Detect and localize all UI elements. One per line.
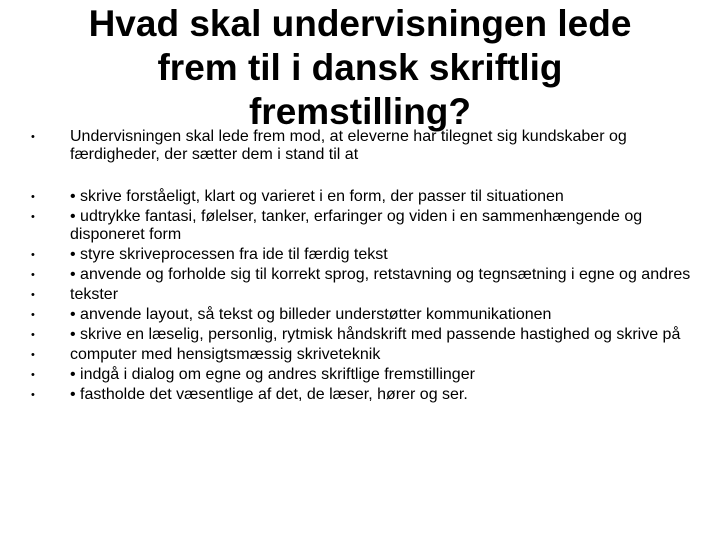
bullet-marker: • — [31, 249, 35, 261]
bullet-marker: • — [31, 269, 35, 281]
intro-text: Undervisningen skal lede frem mod, at eleverne har tilegnet sig kundskaber og færdigheder, der sætter dem i stand til at — [70, 128, 627, 163]
slide-title: Hvad skal undervisningen lede frem til i dansk skriftlig fremstilling? — [88, 3, 632, 132]
list-item-text: • anvende layout, så tekst og billeder understøtter kommunikationen — [70, 306, 552, 323]
bullet-marker: • — [31, 191, 35, 203]
list-item — [24, 386, 704, 404]
list-item-text: tekster — [70, 286, 119, 303]
list-item-text: • udtrykke fantasi, følelser, tanker, erfaringer og viden i en sammenhængende og disponeret form — [70, 208, 643, 243]
list-item — [24, 286, 704, 304]
list-item — [24, 366, 704, 384]
bullet-marker: • — [31, 369, 35, 381]
list-item — [24, 188, 704, 206]
list-item — [24, 346, 704, 364]
bullet-marker: • — [31, 309, 35, 321]
list-item-text: • styre skriveprocessen fra ide til færdig tekst — [70, 246, 388, 263]
bullet-marker: • — [31, 289, 35, 301]
list-item-text: • skrive en læselig, personlig, rytmisk håndskrift med passende hastighed og skrive på — [70, 326, 681, 343]
list-item-text: • fastholde det væsentlige af det, de læser, hører og ser. — [70, 386, 468, 403]
list-item — [24, 326, 704, 344]
bullet-marker: • — [31, 211, 35, 223]
list-item-text: • indgå i dialog om egne og andres skriftlige fremstillinger — [70, 366, 475, 383]
bullet-marker: • — [31, 349, 35, 361]
bullet-marker: • — [31, 131, 35, 143]
list-item-text: computer med hensigtsmæssig skriveteknik — [70, 346, 381, 363]
list-item — [24, 246, 704, 264]
list-item — [24, 266, 704, 284]
list-item — [24, 208, 704, 244]
list-item-text: • skrive forståeligt, klart og varieret i en form, der passer til situationen — [70, 188, 564, 205]
bullet-marker: • — [31, 389, 35, 401]
bullet-list — [24, 188, 704, 406]
bullet-marker: • — [31, 329, 35, 341]
list-item — [24, 306, 704, 324]
list-item-text: • anvende og forholde sig til korrekt sprog, retstavning og tegnsætning i egne og andres — [70, 266, 691, 283]
